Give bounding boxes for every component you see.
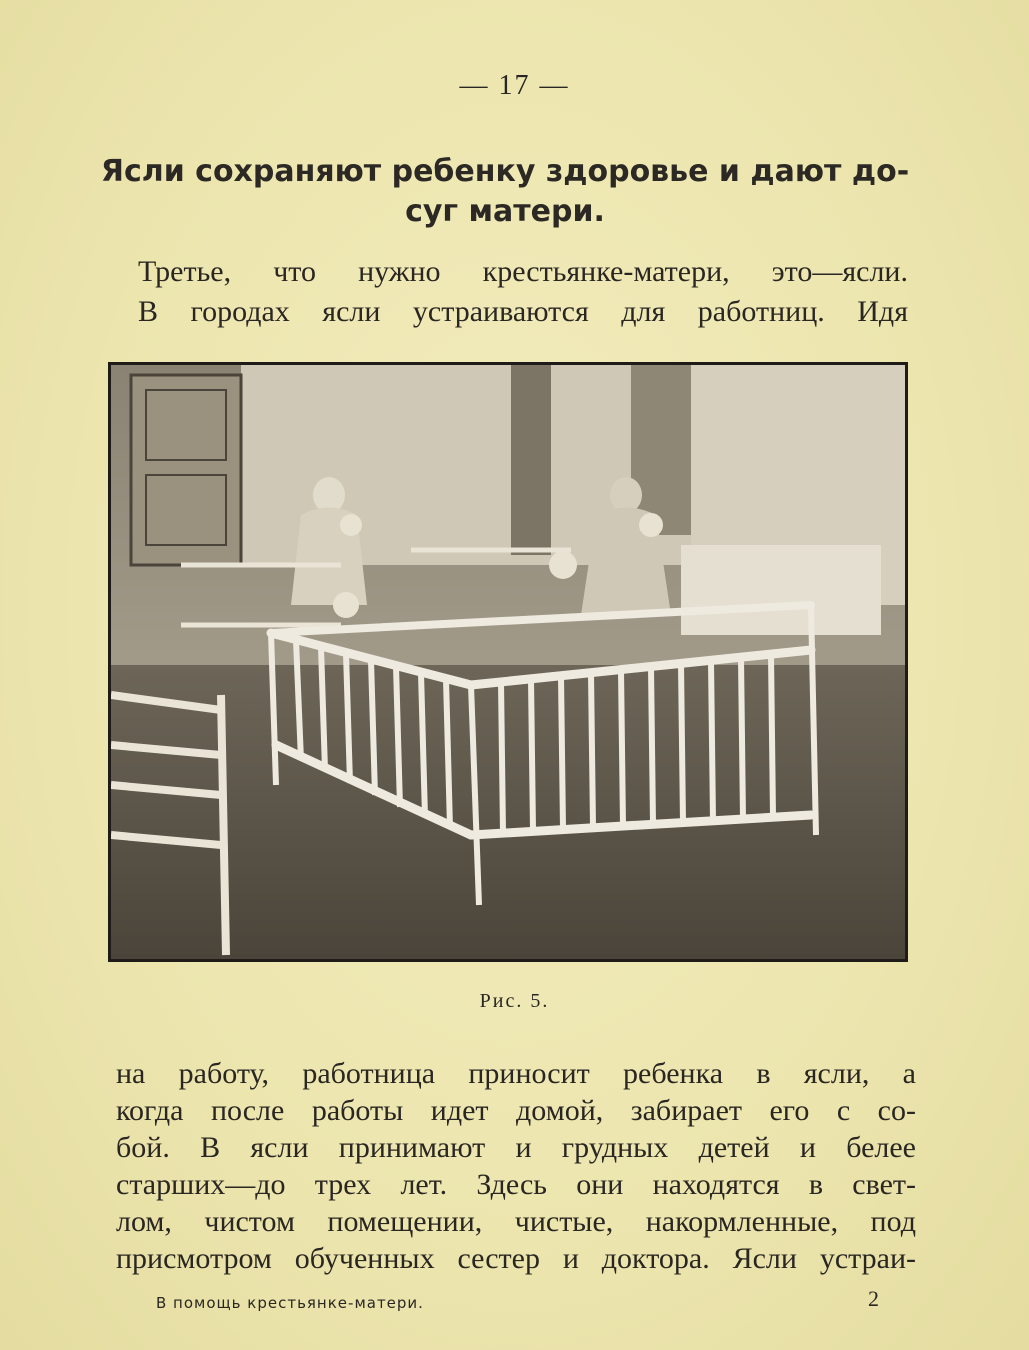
intro-line: В городах ясли устраиваются для работниц. Идя: [138, 295, 908, 328]
body-line: бой. В ясли принимают и грудных детей и белее: [116, 1131, 916, 1164]
figure-photo: [108, 362, 908, 962]
footer-book-title: В помощь крестьянке-матери.: [156, 1294, 424, 1312]
figure-caption: Рис. 5.: [479, 990, 550, 1012]
body-line: лом, чистом помещении, чистые, накормленные, под: [116, 1205, 916, 1238]
intro-line: Третье, что нужно крестьянке-матери, это—ясли.: [138, 255, 908, 288]
body-line: присмотром обученных сестер и доктора. Ясли устраи-: [116, 1242, 916, 1275]
body-line: когда после работы идет домой, забирает его с со-: [116, 1094, 916, 1127]
heading-line: Ясли сохраняют ребенку здоровье и дают до-: [100, 154, 910, 189]
section-heading: [100, 152, 910, 232]
body-paragraph: [116, 1055, 916, 1277]
heading-line: суг матери.: [405, 194, 605, 229]
body-line: на работу, работница приносит ребенка в ясли, а: [116, 1057, 916, 1090]
body-line: старших—до трех лет. Здесь они находятся в свет-: [116, 1168, 916, 1201]
page-number: — 17 —: [459, 70, 570, 101]
signature-mark: 2: [868, 1286, 879, 1311]
nursery-photo: [111, 365, 905, 959]
intro-paragraph: [138, 252, 908, 332]
